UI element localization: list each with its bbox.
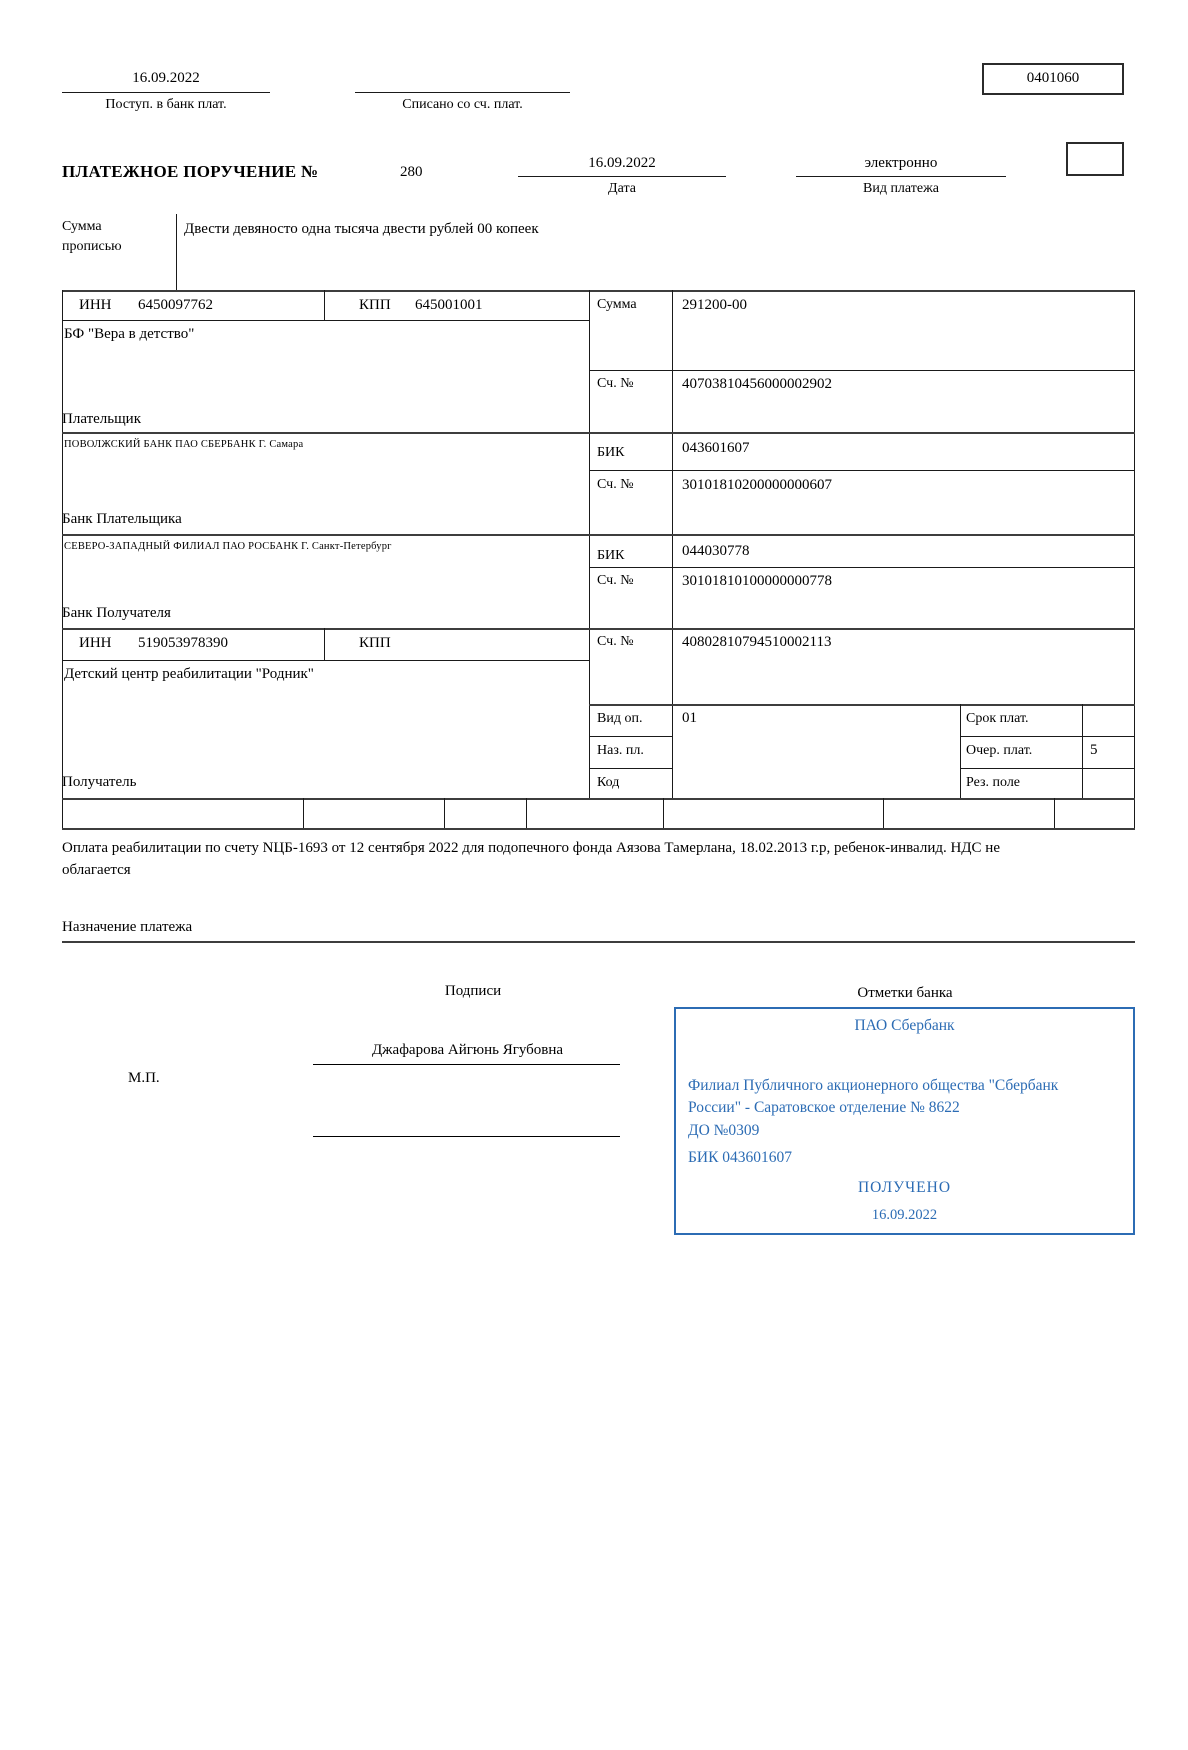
payee-inn-label: ИНН — [79, 635, 112, 651]
sum-account-divider — [589, 370, 1135, 371]
payer-section-border — [62, 432, 1135, 434]
amount-words-divider — [176, 214, 177, 290]
stamp-status: ПОЛУЧЕНО — [857, 1179, 952, 1196]
op-type-value: 01 — [682, 710, 697, 726]
received-in-bank-label: Поступ. в банк плат. — [105, 97, 227, 112]
stamp-place-label: М.П. — [128, 1070, 160, 1086]
payee-bank-bik-label: БИК — [597, 548, 625, 563]
tax-cell-divider-4 — [663, 798, 664, 828]
reserve-field-label: Рез. поле — [966, 775, 1021, 790]
payer-bank-label: Банк Плательщика — [62, 511, 182, 527]
payee-bank-bik-account-divider — [589, 567, 1135, 568]
payer-bank-account: 30101810200000000607 — [682, 477, 832, 493]
amount-words-label-1: Сумма — [62, 219, 102, 234]
inn-row-underline — [62, 320, 589, 321]
sum-label: Сумма — [597, 297, 637, 312]
op-type-label: Вид оп. — [597, 711, 643, 726]
naz-pl-label: Наз. пл. — [597, 743, 644, 758]
payer-bank-account-label: Сч. № — [597, 477, 634, 492]
tax-cell-divider-3 — [526, 798, 527, 828]
payee-account-label: Сч. № — [597, 634, 634, 649]
op-row2-divider-right — [960, 768, 1135, 769]
form-code-box — [982, 63, 1124, 95]
payee-bank-bik: 044030778 — [682, 543, 750, 559]
received-in-bank-date: 16.09.2022 — [132, 70, 200, 86]
sum-value: 291200-00 — [682, 297, 747, 313]
op-row1-divider-left — [589, 736, 672, 737]
date-line — [518, 176, 726, 177]
tax-cell-divider-2 — [444, 798, 445, 828]
date-label: Дата — [608, 181, 636, 196]
status-box — [1066, 142, 1124, 176]
payer-account: 40703810456000002902 — [682, 376, 832, 392]
payee-bank-account-label: Сч. № — [597, 573, 634, 588]
signature-line-2 — [313, 1136, 620, 1137]
payer-bank-name: ПОВОЛЖСКИЙ БАНК ПАО СБЕРБАНК Г. Самара — [64, 439, 304, 450]
payment-purpose-text: Оплата реабилитации по счету NЦБ-1693 от 12 сентября 2022 для подопечного фонда Аязова Тамерлана, 18.02.2013 г.р, ребенок-инвалид. НДС не облагается — [62, 840, 1000, 878]
stamp-bik: БИК 043601607 — [688, 1149, 793, 1166]
due-col-left-border — [960, 704, 961, 798]
stamp-branch: Филиал Публичного акционерного общества "Сбербанк России" - Саратовское отделение № 8622 — [688, 1077, 1059, 1117]
payer-account-label: Сч. № — [597, 376, 634, 391]
payer-bank-bik-account-divider — [589, 470, 1135, 471]
payee-bank-name: СЕВЕРО-ЗАПАДНЫЙ ФИЛИАЛ ПАО РОСБАНК Г. Санкт-Петербург — [64, 541, 392, 552]
code-label: Код — [597, 775, 620, 790]
due-date-label: Срок плат. — [966, 711, 1029, 726]
table-bottom-border — [62, 828, 1135, 830]
label-value-divider — [672, 290, 673, 798]
op-row2-divider-left — [589, 768, 672, 769]
amount-words-label-2: прописью — [62, 239, 122, 254]
payer-label: Плательщик — [62, 411, 141, 427]
inn-kpp-divider — [324, 290, 325, 320]
form-code: 0401060 — [1026, 70, 1080, 86]
purpose-underline — [62, 941, 1135, 943]
table-mid-divider — [589, 290, 590, 798]
payer-kpp: 645001001 — [415, 297, 483, 313]
payer-bank-section-border — [62, 534, 1135, 536]
priority-label: Очер. плат. — [966, 743, 1033, 758]
signatures-title: Подписи — [444, 983, 502, 999]
payer-kpp-label: КПП — [359, 297, 391, 313]
tax-cell-divider-5 — [883, 798, 884, 828]
payer-inn-label: ИНН — [79, 297, 112, 313]
payment-kind-line — [796, 176, 1006, 177]
payee-bank-account: 30101810100000000778 — [682, 573, 832, 589]
due-col-value-divider — [1082, 704, 1083, 798]
document-date: 16.09.2022 — [588, 155, 656, 171]
stamp-office: ДО №0309 — [688, 1122, 760, 1139]
payee-name: Детский центр реабилитации "Родник" — [64, 666, 314, 682]
priority-value: 5 — [1090, 742, 1098, 758]
bank-marks-title: Отметки банка — [857, 985, 953, 1001]
payer-inn: 6450097762 — [138, 297, 213, 313]
payee-kpp-label: КПП — [359, 635, 391, 651]
op-section-top-border — [589, 704, 1135, 706]
op-row1-divider-right — [960, 736, 1135, 737]
payer-bank-bik-label: БИК — [597, 445, 625, 460]
payer-name: БФ "Вера в детство" — [64, 326, 195, 342]
payee-inn-row-underline — [62, 660, 589, 661]
document-title: ПЛАТЕЖНОЕ ПОРУЧЕНИЕ № — [62, 162, 319, 181]
bank-stamp — [674, 1007, 1135, 1235]
payee-bank-label: Банк Получателя — [62, 605, 171, 621]
payee-bank-section-border — [62, 628, 1135, 630]
payee-account: 40802810794510002113 — [682, 634, 832, 650]
payment-purpose-label: Назначение платежа — [62, 919, 193, 935]
amount-in-words: Двести девяносто одна тысяча двести рублей 00 копеек — [184, 221, 539, 237]
tax-cell-divider-6 — [1054, 798, 1055, 828]
payment-kind-value: электронно — [864, 155, 938, 171]
table-left-border — [62, 290, 63, 828]
table-top-border — [62, 290, 1135, 292]
tax-row-top-border — [62, 798, 1135, 800]
stamp-bank-name: ПАО Сбербанк — [854, 1017, 955, 1034]
debited-line — [355, 92, 570, 93]
stamp-date: 16.09.2022 — [871, 1207, 938, 1223]
payment-kind-label: Вид платежа — [862, 181, 939, 196]
payee-inn: 519053978390 — [138, 635, 228, 651]
received-line — [62, 92, 270, 93]
payee-inn-kpp-divider — [324, 628, 325, 660]
document-number: 280 — [400, 164, 423, 180]
payer-bank-bik: 043601607 — [682, 440, 750, 456]
debited-from-account-label: Списано со сч. плат. — [402, 97, 523, 112]
tax-cell-divider-1 — [303, 798, 304, 828]
signature-line-1 — [313, 1064, 620, 1065]
payee-label: Получатель — [62, 774, 137, 790]
signer-name: Джафарова Айгюнь Ягубовна — [371, 1042, 564, 1058]
